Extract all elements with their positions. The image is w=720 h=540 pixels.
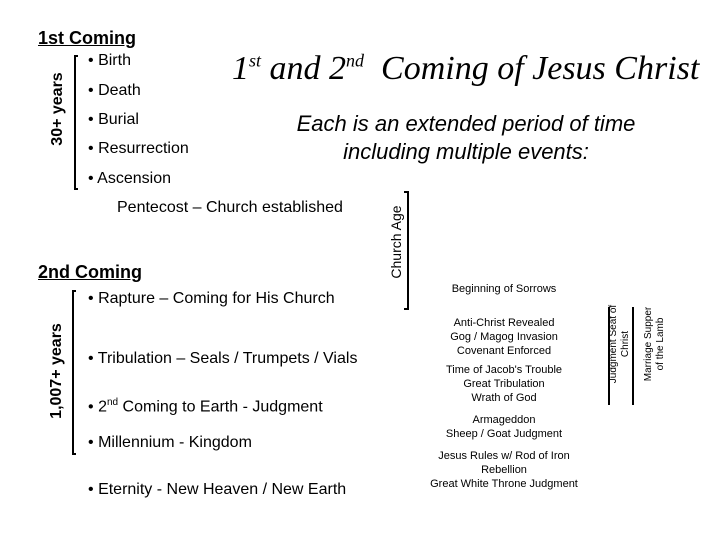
second-coming-bracket [72, 290, 74, 455]
rod-of-iron-block: Jesus Rules w/ Rod of Iron Rebellion Great White Throne Judgment [430, 450, 578, 490]
first-coming-bracket [74, 55, 76, 190]
armageddon-block: Armageddon Sheep / Goat Judgment [445, 414, 563, 440]
subtitle [278, 110, 654, 166]
item-millennium: • Millennium - Kingdom [88, 434, 252, 451]
second-coming-heading: 2nd Coming [38, 262, 142, 282]
jacobs-trouble-block: Time of Jacob's Trouble Great Tribulation Wrath of God [445, 364, 563, 404]
pentecost-label: Pentecost – Church established [117, 199, 343, 216]
item-eternity: • Eternity - New Heaven / New Earth [88, 481, 347, 498]
first-coming-duration: 30+ years [49, 72, 66, 146]
item-ascension: • Ascension [88, 170, 171, 187]
second-coming-bracket-bottom [72, 453, 76, 455]
second-coming-duration: 1,007+ years [48, 323, 65, 419]
item-burial: • Burial [88, 111, 139, 128]
beginning-of-sorrows: Beginning of Sorrows [451, 283, 557, 295]
item-coming-to-earth: • 2nd Coming to Earth - Judgment [88, 397, 323, 416]
judgment-seat-label: Judgment Seat of Christ [608, 304, 631, 384]
item-death: • Death [88, 82, 141, 99]
subtitle-line-1: Each is an extended period of time [296, 111, 636, 136]
antichrist-block: Anti-Christ Revealed Gog / Magog Invasion Covenant Enforced [450, 317, 558, 357]
item-resurrection: • Resurrection [88, 140, 189, 157]
item-birth: • Birth [88, 52, 131, 69]
marriage-supper-bracket [632, 307, 634, 405]
item-tribulation: • Tribulation – Seals / Trumpets / Vials [88, 350, 358, 367]
item-rapture: • Rapture – Coming for His Church [88, 290, 335, 307]
marriage-supper-label: Marriage Supper of the Lamb [643, 306, 666, 382]
first-coming-bracket-bottom [74, 188, 78, 190]
church-age-bracket-bottom [404, 308, 408, 310]
page-title: 1st and 2nd Coming of Jesus Christ [232, 50, 700, 87]
first-coming-heading: 1st Coming [38, 28, 137, 48]
church-age-label: Church Age [388, 205, 404, 279]
subtitle-line-2: including multiple events: [343, 139, 589, 164]
church-age-bracket [407, 191, 409, 310]
